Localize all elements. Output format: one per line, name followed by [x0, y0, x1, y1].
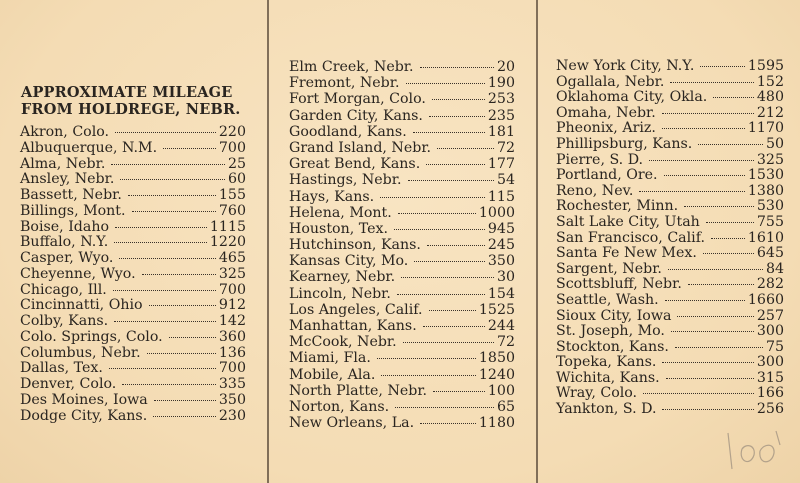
mileage-row	[289, 189, 515, 205]
mileage-value: 360	[218, 328, 246, 345]
mileage-value: 142	[218, 313, 246, 329]
city-name: Rochester, Minn.	[556, 198, 679, 215]
mileage-row	[20, 297, 246, 313]
mileage-value: 335	[218, 376, 246, 392]
mileage-row	[289, 205, 515, 221]
dot-leader	[671, 331, 754, 332]
dot-leader	[408, 180, 494, 181]
mileage-value: 1180	[478, 415, 515, 432]
mileage-row	[20, 282, 246, 298]
dot-leader	[398, 213, 476, 214]
mileage-value: 945	[487, 220, 515, 237]
mileage-row	[556, 245, 784, 261]
city-name: Los Angeles, Calif.	[289, 301, 423, 318]
mileage-row	[20, 124, 246, 140]
title-line-2: FROM HOLDREGE, NEBR.	[21, 101, 241, 118]
mileage-value: 760	[218, 202, 246, 219]
mileage-row	[289, 286, 515, 302]
mileage-value: 912	[218, 297, 246, 314]
dot-leader	[142, 274, 216, 275]
mileage-row	[556, 401, 784, 417]
mileage-value: 300	[756, 354, 784, 371]
mileage-value: 1610	[747, 229, 784, 246]
dot-leader	[429, 116, 485, 117]
dot-leader	[115, 227, 207, 228]
mileage-value: 480	[756, 89, 784, 106]
city-name: Scottsbluff, Nebr.	[556, 276, 682, 293]
mileage-column-2	[289, 59, 515, 431]
mileage-value: 54	[496, 172, 515, 189]
mileage-value: 530	[756, 198, 784, 215]
title-line-1: APPROXIMATE MILEAGE	[21, 84, 233, 101]
dot-leader	[401, 277, 494, 278]
dot-leader	[698, 144, 763, 145]
dot-leader	[662, 409, 753, 410]
mileage-column-1	[20, 124, 246, 423]
city-name: Kansas City, Mo.	[289, 253, 409, 270]
city-name: Akron, Colo.	[20, 124, 110, 140]
mileage-column-3	[556, 58, 784, 417]
dot-leader	[684, 206, 754, 207]
dot-leader	[670, 82, 754, 83]
city-name: Sargent, Nebr.	[556, 260, 662, 277]
mileage-value: 230	[218, 407, 246, 424]
mileage-row	[289, 367, 515, 383]
dot-leader	[153, 416, 216, 417]
mileage-row	[289, 318, 515, 334]
dot-leader	[397, 294, 485, 295]
dot-leader	[433, 391, 485, 392]
mileage-row	[556, 323, 784, 339]
dot-leader	[147, 353, 216, 354]
dot-leader	[414, 261, 485, 262]
mileage-value: 72	[496, 334, 515, 351]
mileage-row	[556, 120, 784, 136]
city-name: Bassett, Nebr.	[20, 187, 122, 203]
mileage-row	[556, 354, 784, 370]
mileage-row	[289, 383, 515, 399]
city-name: Goodland, Kans.	[289, 123, 407, 140]
dot-leader	[114, 321, 216, 322]
mileage-row	[289, 91, 515, 107]
mileage-row	[20, 313, 246, 329]
mileage-value: 645	[756, 245, 784, 262]
dot-leader	[132, 211, 216, 212]
mileage-value: 1660	[747, 291, 784, 308]
mileage-row	[556, 261, 784, 277]
dot-leader	[711, 238, 745, 239]
mileage-value: 700	[218, 139, 246, 156]
dot-leader	[154, 400, 216, 401]
dot-leader	[109, 368, 216, 369]
mileage-row	[289, 334, 515, 350]
city-name: Albuquerque, N.M.	[20, 139, 158, 156]
city-name: Topeka, Kans.	[556, 354, 657, 371]
mileage-value: 220	[218, 124, 246, 140]
mileage-row	[289, 59, 515, 75]
dot-leader	[675, 347, 763, 348]
mileage-value: 152	[756, 73, 784, 90]
city-name: Fremont, Nebr.	[289, 75, 400, 92]
city-name: Yankton, S. D.	[556, 401, 657, 418]
mileage-value: 350	[487, 253, 515, 270]
mileage-value: 154	[487, 285, 515, 302]
city-name: Alma, Nebr.	[20, 155, 106, 172]
city-name: Ogallala, Nebr.	[556, 73, 665, 90]
dot-leader	[703, 253, 754, 254]
mileage-row	[20, 329, 246, 345]
city-name: Seattle, Wash.	[556, 291, 659, 308]
dot-leader	[381, 375, 475, 376]
mileage-value: 1000	[478, 204, 515, 221]
dot-leader	[413, 132, 485, 133]
dot-leader	[713, 97, 754, 98]
mileage-value: 1220	[209, 234, 246, 251]
mileage-row	[556, 276, 784, 292]
mileage-value: 282	[756, 276, 784, 293]
mileage-row	[20, 408, 246, 424]
city-name: Helena, Mont.	[289, 204, 392, 221]
mileage-row	[20, 266, 246, 282]
city-name: St. Joseph, Mo.	[556, 323, 665, 340]
mileage-row	[556, 58, 784, 74]
city-name: Hays, Kans.	[289, 188, 375, 205]
dot-leader	[115, 132, 216, 133]
city-name: Pheonix, Ariz.	[556, 120, 656, 137]
mileage-value: 20	[496, 59, 515, 75]
city-name: Mobile, Ala.	[289, 366, 376, 383]
city-name: Billings, Mont.	[20, 202, 126, 219]
city-name: North Platte, Nebr.	[289, 382, 428, 399]
dot-leader	[111, 164, 225, 165]
city-name: Dodge City, Kans.	[20, 407, 148, 424]
mileage-value: 465	[218, 250, 246, 266]
dot-leader	[377, 358, 476, 359]
mileage-row	[289, 253, 515, 269]
column-divider	[267, 0, 269, 483]
city-name: Miami, Fla.	[289, 350, 371, 367]
document-title	[21, 84, 240, 118]
mileage-value: 100	[487, 382, 515, 399]
mileage-row	[289, 399, 515, 415]
city-name: New York City, N.Y.	[556, 58, 695, 74]
city-name: Des Moines, Iowa	[20, 391, 148, 408]
mileage-value: 84	[765, 260, 784, 277]
city-name: Buffalo, N.Y.	[20, 234, 109, 251]
city-name: Casper, Wyo.	[20, 250, 114, 266]
city-name: Santa Fe New Mex.	[556, 245, 697, 262]
city-name: Cincinnatti, Ohio	[20, 297, 143, 314]
city-name: Fort Morgan, Colo.	[289, 91, 426, 108]
mileage-row	[289, 140, 515, 156]
dot-leader	[380, 197, 485, 198]
city-name: San Francisco, Calif.	[556, 229, 705, 246]
mileage-value: 181	[487, 123, 515, 140]
mileage-row	[289, 156, 515, 172]
dot-leader	[429, 310, 476, 311]
city-name: Oklahoma City, Okla.	[556, 89, 708, 106]
dot-leader	[688, 284, 754, 285]
mileage-value: 325	[756, 151, 784, 168]
mileage-row	[556, 105, 784, 121]
mileage-row	[289, 269, 515, 285]
mileage-row	[20, 234, 246, 250]
mileage-value: 1850	[478, 350, 515, 367]
mileage-row	[289, 172, 515, 188]
city-name: Garden City, Kans.	[289, 107, 423, 124]
mileage-value: 325	[218, 265, 246, 282]
dot-leader	[420, 423, 476, 424]
mileage-value: 65	[496, 398, 515, 415]
city-name: Wichita, Kans.	[556, 369, 660, 386]
mileage-row	[556, 183, 784, 199]
mileage-value: 190	[487, 75, 515, 92]
dot-leader	[149, 305, 216, 306]
dot-leader	[437, 148, 494, 149]
mileage-row	[289, 75, 515, 91]
city-name: Dallas, Tex.	[20, 360, 103, 377]
city-name: New Orleans, La.	[289, 415, 415, 432]
city-name: Grand Island, Nebr.	[289, 139, 432, 156]
mileage-row	[289, 302, 515, 318]
dot-leader	[128, 195, 216, 196]
city-name: Pierre, S. D.	[556, 151, 644, 168]
mileage-row	[20, 392, 246, 408]
mileage-row	[20, 345, 246, 361]
mileage-row	[289, 415, 515, 431]
mileage-value: 755	[756, 213, 784, 230]
mileage-row	[289, 237, 515, 253]
dot-leader	[163, 148, 216, 149]
mileage-value: 700	[218, 281, 246, 298]
mileage-row	[20, 219, 246, 235]
dot-leader	[639, 191, 744, 192]
city-name: Boise, Idaho	[20, 218, 110, 235]
mileage-value: 115	[487, 188, 515, 205]
mileage-row	[289, 124, 515, 140]
city-name: Stockton, Kans.	[556, 338, 669, 355]
dot-leader	[426, 164, 485, 165]
mileage-value: 253	[487, 91, 515, 108]
mileage-row	[556, 214, 784, 230]
mileage-row	[556, 136, 784, 152]
mileage-row	[20, 203, 246, 219]
dot-leader	[666, 378, 754, 379]
mileage-row	[556, 167, 784, 183]
mileage-row	[289, 350, 515, 366]
mileage-row	[289, 221, 515, 237]
mileage-value: 244	[487, 318, 515, 334]
mileage-row	[20, 360, 246, 376]
mileage-value: 136	[218, 344, 246, 361]
dot-leader	[677, 316, 753, 317]
mileage-row	[20, 187, 246, 203]
mileage-value: 300	[756, 323, 784, 340]
city-name: Houston, Tex.	[289, 220, 388, 237]
dot-leader	[120, 179, 225, 180]
dot-leader	[114, 242, 207, 243]
city-name: McCook, Nebr.	[289, 334, 397, 351]
dot-leader	[119, 258, 216, 259]
mileage-row	[20, 140, 246, 156]
dot-leader	[668, 269, 763, 270]
city-name: Reno, Nev.	[556, 182, 634, 199]
mileage-row	[20, 250, 246, 266]
city-name: Ansley, Nebr.	[20, 171, 115, 188]
mileage-value: 60	[227, 171, 246, 188]
mileage-row	[556, 74, 784, 90]
dot-leader	[662, 113, 754, 114]
mileage-row	[556, 385, 784, 401]
dot-leader	[403, 342, 494, 343]
city-name: Colby, Kans.	[20, 313, 109, 329]
dot-leader	[113, 290, 216, 291]
mileage-value: 1240	[478, 366, 515, 383]
mileage-row	[556, 370, 784, 386]
city-name: Cheyenne, Wyo.	[20, 265, 136, 282]
dot-leader	[664, 175, 745, 176]
dot-leader	[700, 66, 745, 67]
mileage-value: 1530	[747, 167, 784, 184]
column-divider	[536, 0, 538, 483]
city-name: Manhattan, Kans.	[289, 318, 417, 334]
city-name: Colo. Springs, Colo.	[20, 328, 163, 345]
mileage-value: 212	[756, 104, 784, 121]
dot-leader	[427, 245, 485, 246]
mileage-value: 1595	[747, 58, 784, 74]
mileage-value: 1525	[478, 301, 515, 318]
city-name: Chicago, Ill.	[20, 281, 107, 298]
city-name: Phillipsburg, Kans.	[556, 135, 693, 152]
mileage-row	[20, 156, 246, 172]
city-name: Salt Lake City, Utah	[556, 213, 700, 230]
city-name: Omaha, Nebr.	[556, 104, 656, 121]
city-name: Portland, Ore.	[556, 167, 658, 184]
mileage-row	[20, 171, 246, 187]
mileage-row	[556, 339, 784, 355]
city-name: Lincoln, Nebr.	[289, 285, 391, 302]
mileage-value: 256	[756, 401, 784, 418]
mileage-value: 700	[218, 360, 246, 377]
mileage-value: 235	[487, 107, 515, 124]
dot-leader	[420, 67, 494, 68]
dot-leader	[649, 160, 754, 161]
dot-leader	[665, 300, 745, 301]
mileage-value: 50	[765, 135, 784, 152]
city-name: Norton, Kans.	[289, 398, 390, 415]
dot-leader	[406, 83, 485, 84]
city-name: Hastings, Nebr.	[289, 172, 402, 189]
mileage-row	[556, 230, 784, 246]
mileage-value: 1170	[747, 120, 784, 137]
city-name: Denver, Colo.	[20, 376, 117, 392]
dot-leader	[643, 393, 754, 394]
mileage-row	[556, 308, 784, 324]
city-name: Sioux City, Iowa	[556, 307, 672, 324]
mileage-value: 350	[218, 391, 246, 408]
city-name: Kearney, Nebr.	[289, 269, 396, 286]
mileage-value: 315	[756, 369, 784, 386]
mileage-value: 257	[756, 307, 784, 324]
mileage-row	[289, 108, 515, 124]
city-name: Elm Creek, Nebr.	[289, 59, 414, 75]
dot-leader	[395, 407, 494, 408]
mileage-value: 155	[218, 187, 246, 203]
dot-leader	[423, 326, 485, 327]
mileage-row	[556, 152, 784, 168]
mileage-row	[556, 89, 784, 105]
dot-leader	[394, 229, 485, 230]
dot-leader	[706, 222, 754, 223]
mileage-value: 177	[487, 156, 515, 173]
city-name: Great Bend, Kans.	[289, 156, 421, 173]
mileage-value: 30	[496, 269, 515, 286]
city-name: Columbus, Nebr.	[20, 344, 141, 361]
dot-leader	[662, 362, 753, 363]
mileage-value: 166	[756, 385, 784, 402]
city-name: Hutchinson, Kans.	[289, 237, 421, 254]
mileage-row	[556, 292, 784, 308]
dot-leader	[432, 99, 485, 100]
mileage-value: 75	[765, 338, 784, 355]
mileage-row	[556, 198, 784, 214]
mileage-value: 1380	[747, 182, 784, 199]
dot-leader	[662, 128, 745, 129]
mileage-value: 245	[487, 237, 515, 254]
mileage-row	[20, 376, 246, 392]
mileage-value: 72	[496, 139, 515, 156]
mileage-value: 25	[227, 155, 246, 172]
city-name: Wray, Colo.	[556, 385, 638, 402]
pencil-mark	[720, 425, 790, 475]
dot-leader	[122, 384, 216, 385]
dot-leader	[169, 337, 216, 338]
mileage-value: 1115	[209, 218, 246, 235]
